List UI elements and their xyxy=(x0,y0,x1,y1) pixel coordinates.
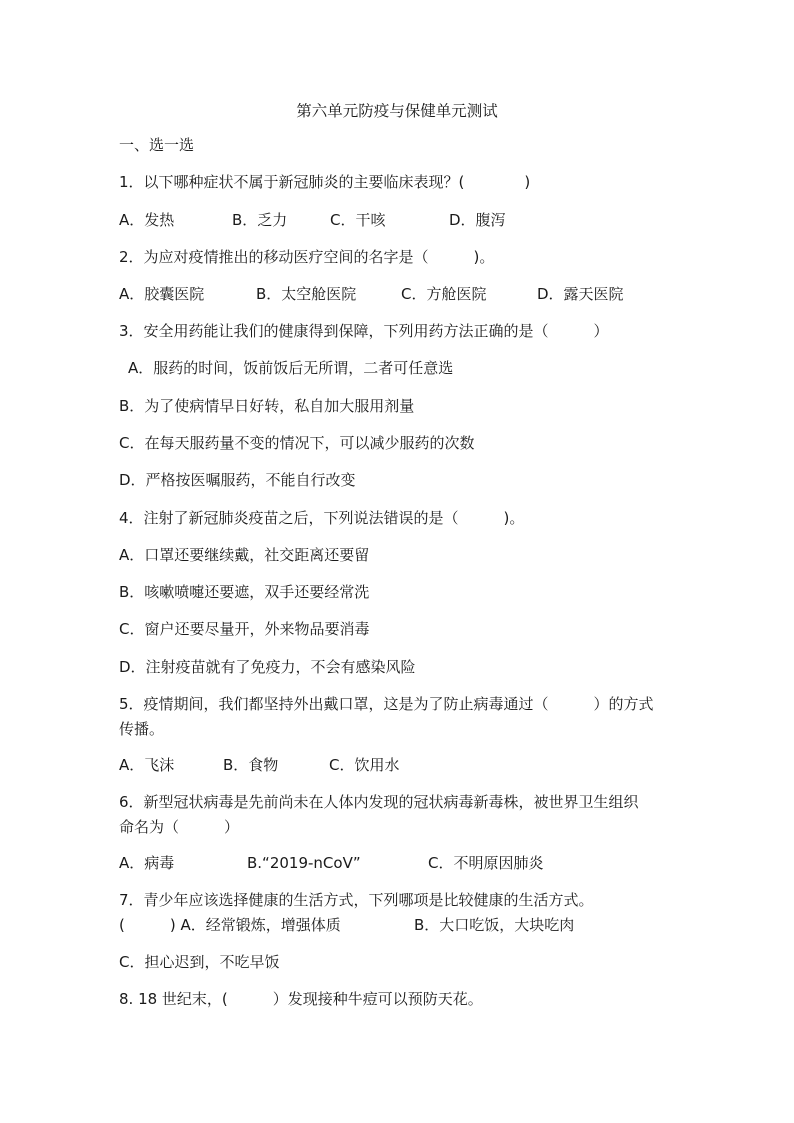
option-b: B．食物 xyxy=(223,756,279,774)
option-a: A．发热 xyxy=(119,211,175,229)
option-c: C．干咳 xyxy=(330,211,386,229)
question-5-options xyxy=(119,755,719,775)
option-d: D．腹泻 xyxy=(449,211,506,229)
question-6-options xyxy=(119,853,719,873)
question-6-stem-line1: 6．新型冠状病毒是先前尚未在人体内发现的冠状病毒新毒株，被世界卫生组织 xyxy=(119,793,639,811)
option-a: A．飞沫 xyxy=(119,756,175,774)
option-c: C．不明原因肺炎 xyxy=(428,854,544,872)
question-2-stem: 2．为应对疫情推出的移动医疗空间的名字是（ )。 xyxy=(119,248,495,266)
question-4-option-d: D．注射疫苗就有了免疫力，不会有感染风险 xyxy=(119,658,416,676)
option-b: B．太空舱医院 xyxy=(256,285,357,303)
question-1-options xyxy=(119,210,719,230)
option-b: B．乏力 xyxy=(232,211,288,229)
question-6-stem-line2: 命名为（ ） xyxy=(119,818,240,836)
question-7-line2 xyxy=(119,915,719,935)
option-a: A．病毒 xyxy=(119,854,175,872)
question-3-stem: 3．安全用药能让我们的健康得到保障，下列用药方法正确的是（ ） xyxy=(119,322,609,340)
question-4-option-c: C．窗户还要尽量开，外来物品要消毒 xyxy=(119,620,370,638)
option-c: C．饮用水 xyxy=(329,756,400,774)
option-a: A．胶囊医院 xyxy=(119,285,205,303)
section-heading: 一、选一选 xyxy=(119,136,195,154)
option-d: D．露天医院 xyxy=(537,285,624,303)
question-3-option-d: D．严格按医嘱服药，不能自行改变 xyxy=(119,471,356,489)
question-4-option-b: B．咳嗽喷嚏还要遮，双手还要经常洗 xyxy=(119,583,370,601)
question-1-stem: 1．以下哪种症状不属于新冠肺炎的主要临床表现？( ) xyxy=(119,173,531,191)
option-c: C．方舱医院 xyxy=(401,285,487,303)
option-b: B.“2019-nCoV” xyxy=(247,854,361,872)
question-7-option-a: ( ) A．经常锻炼，增强体质 xyxy=(119,916,341,934)
question-7-option-c: C．担心迟到，不吃早饭 xyxy=(119,953,280,971)
question-7-stem-line1: 7．青少年应该选择健康的生活方式，下列哪项是比较健康的生活方式。 xyxy=(119,891,594,909)
question-3-option-a: A．服药的时间，饭前饭后无所谓，二者可任意选 xyxy=(128,359,454,377)
question-4-option-a: A．口罩还要继续戴，社交距离还要留 xyxy=(119,546,370,564)
question-2-options xyxy=(119,284,719,304)
question-3-option-c: C．在每天服药量不变的情况下，可以减少服药的次数 xyxy=(119,434,475,452)
question-5-stem-line2: 传播。 xyxy=(119,720,165,738)
question-5-stem-line1: 5．疫情期间，我们都坚持外出戴口罩，这是为了防止病毒通过（ ）的方式 xyxy=(119,695,654,713)
question-3-option-b: B．为了使病情早日好转，私自加大服用剂量 xyxy=(119,397,415,415)
question-7-option-b: B．大口吃饭，大块吃肉 xyxy=(414,916,575,934)
question-4-stem: 4．注射了新冠肺炎疫苗之后，下列说法错误的是（ )。 xyxy=(119,509,525,527)
question-8-stem: 8. 18 世纪末，( ）发现接种牛痘可以预防天花。 xyxy=(119,990,483,1008)
page-title: 第六单元防疫与保健单元测试 xyxy=(296,102,498,120)
